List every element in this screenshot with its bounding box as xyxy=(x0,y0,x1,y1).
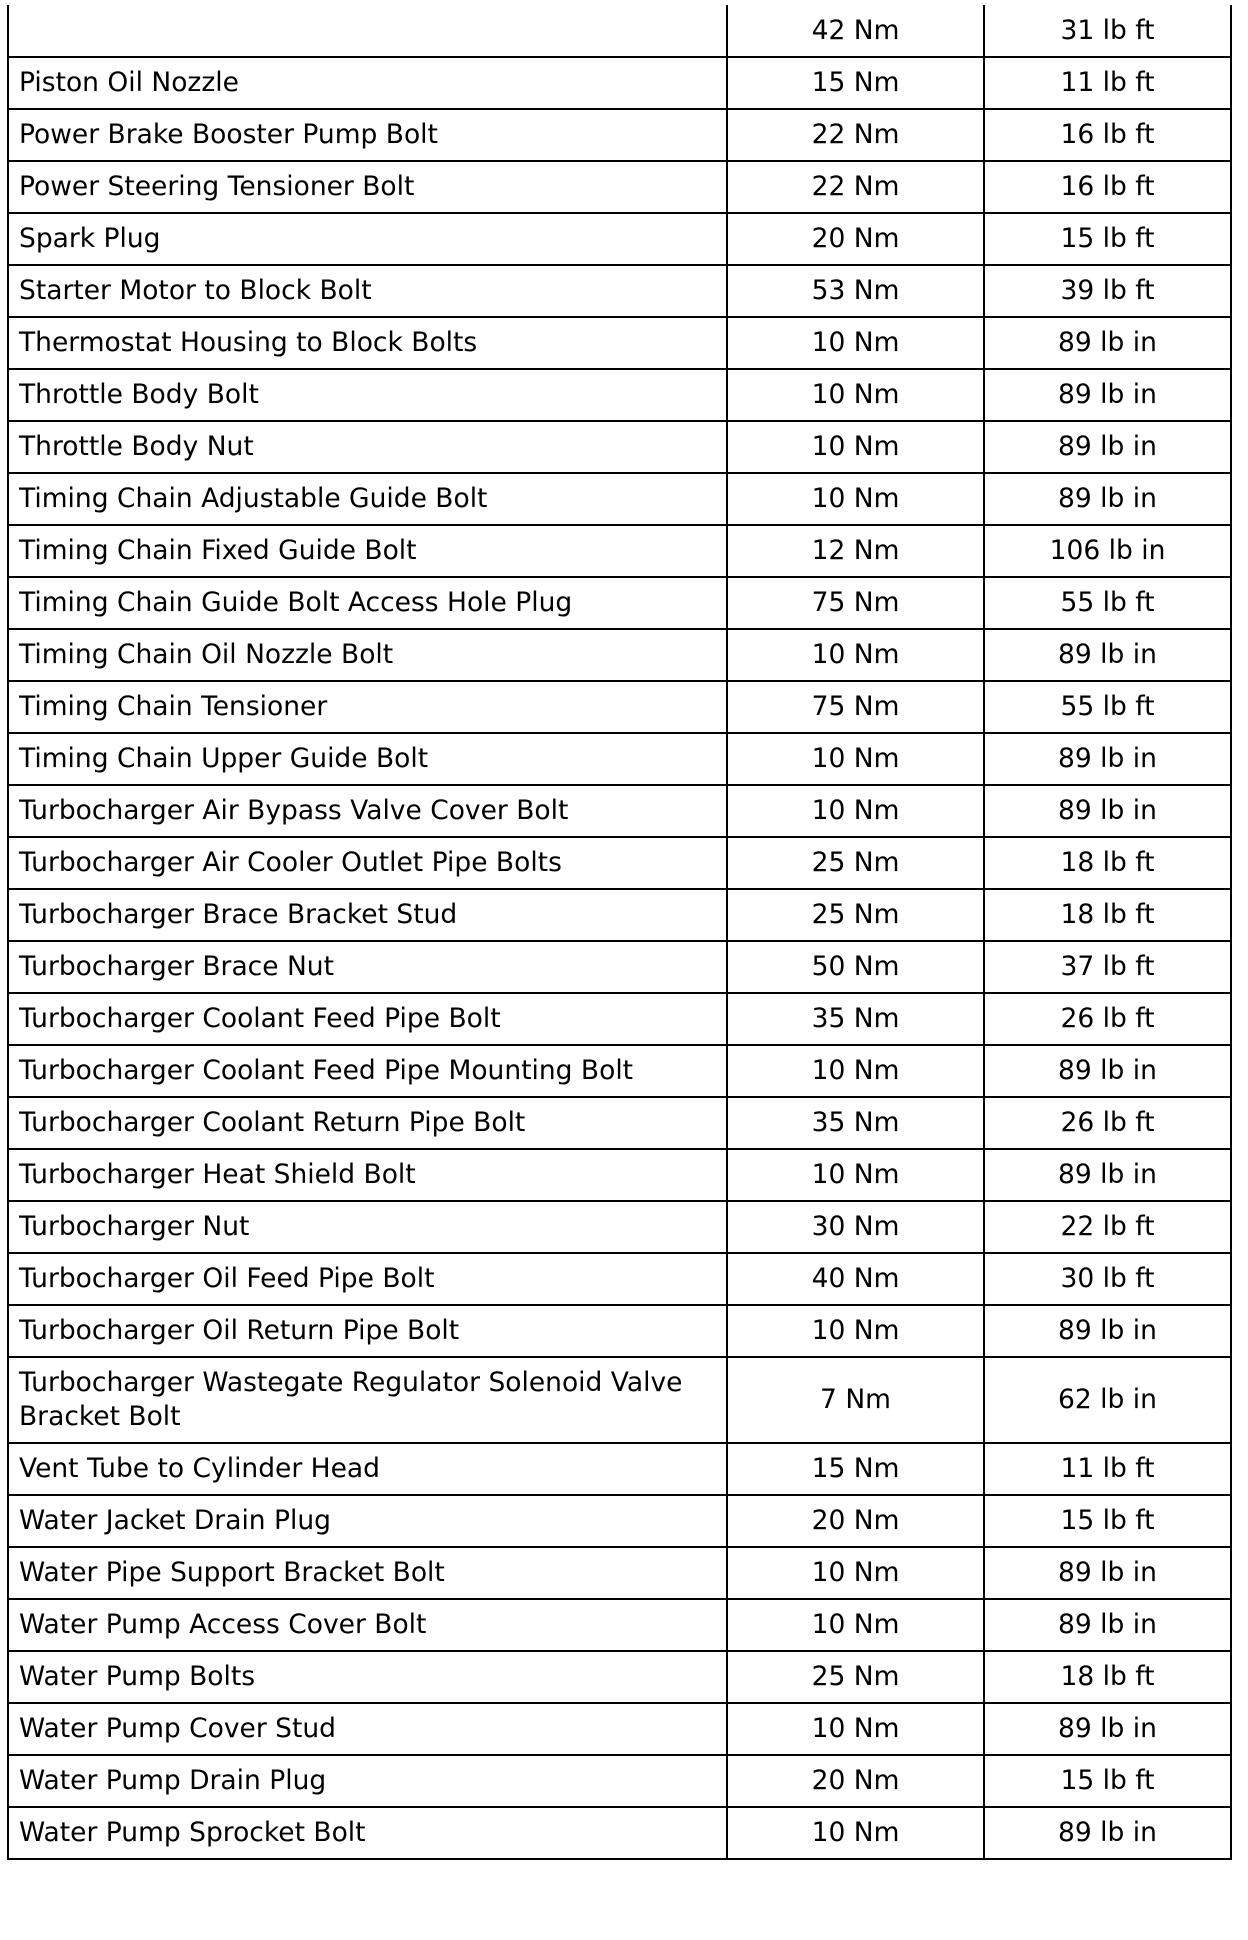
table-row xyxy=(8,525,1231,577)
table-row xyxy=(8,109,1231,161)
english-torque-cell: 89 lb in xyxy=(984,1045,1231,1097)
metric-torque-cell: 10 Nm xyxy=(727,369,984,421)
english-torque-cell: 15 lb ft xyxy=(984,213,1231,265)
english-torque-cell: 11 lb ft xyxy=(984,57,1231,109)
table-row xyxy=(8,1807,1231,1859)
english-torque-cell: 89 lb in xyxy=(984,1149,1231,1201)
metric-torque-cell: 10 Nm xyxy=(727,629,984,681)
metric-torque-cell: 10 Nm xyxy=(727,1703,984,1755)
english-torque-cell: 89 lb in xyxy=(984,1807,1231,1859)
metric-torque-cell: 15 Nm xyxy=(727,1443,984,1495)
metric-torque-cell: 10 Nm xyxy=(727,1547,984,1599)
metric-torque-cell: 35 Nm xyxy=(727,993,984,1045)
table-row xyxy=(8,577,1231,629)
english-torque-cell: 89 lb in xyxy=(984,369,1231,421)
metric-torque-cell: 10 Nm xyxy=(727,1807,984,1859)
fastener-name-cell: Spark Plug xyxy=(8,213,727,265)
fastener-name-cell: Water Pump Sprocket Bolt xyxy=(8,1807,727,1859)
fastener-name-cell: Turbocharger Brace Nut xyxy=(8,941,727,993)
table-row xyxy=(8,889,1231,941)
fastener-name-cell: Timing Chain Tensioner xyxy=(8,681,727,733)
fastener-name-cell: Timing Chain Guide Bolt Access Hole Plug xyxy=(8,577,727,629)
english-torque-cell: 89 lb in xyxy=(984,1599,1231,1651)
table-row xyxy=(8,161,1231,213)
english-torque-cell: 18 lb ft xyxy=(984,889,1231,941)
table-body xyxy=(8,5,1231,1859)
fastener-name-cell: Water Jacket Drain Plug xyxy=(8,1495,727,1547)
table-row xyxy=(8,1755,1231,1807)
metric-torque-cell: 25 Nm xyxy=(727,1651,984,1703)
fastener-name-cell: Turbocharger Air Bypass Valve Cover Bolt xyxy=(8,785,727,837)
english-torque-cell: 89 lb in xyxy=(984,629,1231,681)
english-torque-cell: 37 lb ft xyxy=(984,941,1231,993)
english-torque-cell: 15 lb ft xyxy=(984,1755,1231,1807)
table-row xyxy=(8,1495,1231,1547)
english-torque-cell: 30 lb ft xyxy=(984,1253,1231,1305)
fastener-name-cell: Throttle Body Nut xyxy=(8,421,727,473)
metric-torque-cell: 10 Nm xyxy=(727,317,984,369)
table-row xyxy=(8,1599,1231,1651)
metric-torque-cell: 22 Nm xyxy=(727,161,984,213)
fastener-name-cell: Power Steering Tensioner Bolt xyxy=(8,161,727,213)
metric-torque-cell: 50 Nm xyxy=(727,941,984,993)
fastener-name-cell: Water Pump Cover Stud xyxy=(8,1703,727,1755)
english-torque-cell: 89 lb in xyxy=(984,317,1231,369)
table-row xyxy=(8,733,1231,785)
table-row xyxy=(8,1305,1231,1357)
table-row xyxy=(8,993,1231,1045)
metric-torque-cell: 20 Nm xyxy=(727,213,984,265)
fastener-name-cell: Turbocharger Wastegate Regulator Solenoid Valve Bracket Bolt xyxy=(8,1357,727,1443)
table-row xyxy=(8,265,1231,317)
metric-torque-cell: 10 Nm xyxy=(727,1599,984,1651)
table-row xyxy=(8,941,1231,993)
fastener-name-cell xyxy=(8,5,727,57)
english-torque-cell: 62 lb in xyxy=(984,1357,1231,1443)
english-torque-cell: 22 lb ft xyxy=(984,1201,1231,1253)
table-row xyxy=(8,1703,1231,1755)
fastener-name-cell: Turbocharger Coolant Feed Pipe Mounting Bolt xyxy=(8,1045,727,1097)
fastener-name-cell: Power Brake Booster Pump Bolt xyxy=(8,109,727,161)
english-torque-cell: 89 lb in xyxy=(984,785,1231,837)
torque-spec-table xyxy=(7,5,1232,1860)
metric-torque-cell: 35 Nm xyxy=(727,1097,984,1149)
table-row xyxy=(8,1201,1231,1253)
fastener-name-cell: Timing Chain Oil Nozzle Bolt xyxy=(8,629,727,681)
table-row xyxy=(8,57,1231,109)
table-row xyxy=(8,1443,1231,1495)
fastener-name-cell: Timing Chain Fixed Guide Bolt xyxy=(8,525,727,577)
fastener-name-cell: Piston Oil Nozzle xyxy=(8,57,727,109)
english-torque-cell: 15 lb ft xyxy=(984,1495,1231,1547)
english-torque-cell: 18 lb ft xyxy=(984,837,1231,889)
fastener-name-cell: Thermostat Housing to Block Bolts xyxy=(8,317,727,369)
metric-torque-cell: 75 Nm xyxy=(727,577,984,629)
table-row xyxy=(8,317,1231,369)
english-torque-cell: 16 lb ft xyxy=(984,161,1231,213)
metric-torque-cell: 10 Nm xyxy=(727,421,984,473)
fastener-name-cell: Timing Chain Upper Guide Bolt xyxy=(8,733,727,785)
table-row xyxy=(8,681,1231,733)
english-torque-cell: 89 lb in xyxy=(984,473,1231,525)
metric-torque-cell: 15 Nm xyxy=(727,57,984,109)
table-row xyxy=(8,1045,1231,1097)
fastener-name-cell: Turbocharger Brace Bracket Stud xyxy=(8,889,727,941)
metric-torque-cell: 7 Nm xyxy=(727,1357,984,1443)
fastener-name-cell: Water Pipe Support Bracket Bolt xyxy=(8,1547,727,1599)
english-torque-cell: 55 lb ft xyxy=(984,577,1231,629)
table-row xyxy=(8,369,1231,421)
table-row xyxy=(8,1253,1231,1305)
english-torque-cell: 89 lb in xyxy=(984,421,1231,473)
metric-torque-cell: 25 Nm xyxy=(727,889,984,941)
fastener-name-cell: Water Pump Access Cover Bolt xyxy=(8,1599,727,1651)
fastener-name-cell: Starter Motor to Block Bolt xyxy=(8,265,727,317)
metric-torque-cell: 42 Nm xyxy=(727,5,984,57)
english-torque-cell: 106 lb in xyxy=(984,525,1231,577)
metric-torque-cell: 53 Nm xyxy=(727,265,984,317)
table-row xyxy=(8,785,1231,837)
english-torque-cell: 31 lb ft xyxy=(984,5,1231,57)
table-row xyxy=(8,1651,1231,1703)
table-row xyxy=(8,1149,1231,1201)
english-torque-cell: 16 lb ft xyxy=(984,109,1231,161)
table-row xyxy=(8,1547,1231,1599)
english-torque-cell: 39 lb ft xyxy=(984,265,1231,317)
fastener-name-cell: Water Pump Bolts xyxy=(8,1651,727,1703)
table-row xyxy=(8,421,1231,473)
fastener-name-cell: Turbocharger Nut xyxy=(8,1201,727,1253)
fastener-name-cell: Timing Chain Adjustable Guide Bolt xyxy=(8,473,727,525)
fastener-name-cell: Water Pump Drain Plug xyxy=(8,1755,727,1807)
table-row xyxy=(8,5,1231,57)
metric-torque-cell: 20 Nm xyxy=(727,1755,984,1807)
fastener-name-cell: Turbocharger Oil Return Pipe Bolt xyxy=(8,1305,727,1357)
english-torque-cell: 89 lb in xyxy=(984,1305,1231,1357)
table-row xyxy=(8,1357,1231,1443)
metric-torque-cell: 10 Nm xyxy=(727,1305,984,1357)
fastener-name-cell: Turbocharger Coolant Return Pipe Bolt xyxy=(8,1097,727,1149)
fastener-name-cell: Turbocharger Air Cooler Outlet Pipe Bolts xyxy=(8,837,727,889)
table-row xyxy=(8,629,1231,681)
english-torque-cell: 89 lb in xyxy=(984,1547,1231,1599)
metric-torque-cell: 10 Nm xyxy=(727,1149,984,1201)
english-torque-cell: 11 lb ft xyxy=(984,1443,1231,1495)
fastener-name-cell: Vent Tube to Cylinder Head xyxy=(8,1443,727,1495)
fastener-name-cell: Turbocharger Oil Feed Pipe Bolt xyxy=(8,1253,727,1305)
english-torque-cell: 26 lb ft xyxy=(984,1097,1231,1149)
fastener-name-cell: Throttle Body Bolt xyxy=(8,369,727,421)
metric-torque-cell: 40 Nm xyxy=(727,1253,984,1305)
english-torque-cell: 89 lb in xyxy=(984,733,1231,785)
metric-torque-cell: 25 Nm xyxy=(727,837,984,889)
table-row xyxy=(8,213,1231,265)
table-row xyxy=(8,1097,1231,1149)
metric-torque-cell: 20 Nm xyxy=(727,1495,984,1547)
metric-torque-cell: 30 Nm xyxy=(727,1201,984,1253)
metric-torque-cell: 10 Nm xyxy=(727,1045,984,1097)
fastener-name-cell: Turbocharger Coolant Feed Pipe Bolt xyxy=(8,993,727,1045)
table-row xyxy=(8,473,1231,525)
metric-torque-cell: 10 Nm xyxy=(727,733,984,785)
metric-torque-cell: 75 Nm xyxy=(727,681,984,733)
english-torque-cell: 55 lb ft xyxy=(984,681,1231,733)
table-row xyxy=(8,837,1231,889)
english-torque-cell: 18 lb ft xyxy=(984,1651,1231,1703)
metric-torque-cell: 10 Nm xyxy=(727,473,984,525)
metric-torque-cell: 10 Nm xyxy=(727,785,984,837)
fastener-name-cell: Turbocharger Heat Shield Bolt xyxy=(8,1149,727,1201)
metric-torque-cell: 12 Nm xyxy=(727,525,984,577)
english-torque-cell: 26 lb ft xyxy=(984,993,1231,1045)
metric-torque-cell: 22 Nm xyxy=(727,109,984,161)
english-torque-cell: 89 lb in xyxy=(984,1703,1231,1755)
